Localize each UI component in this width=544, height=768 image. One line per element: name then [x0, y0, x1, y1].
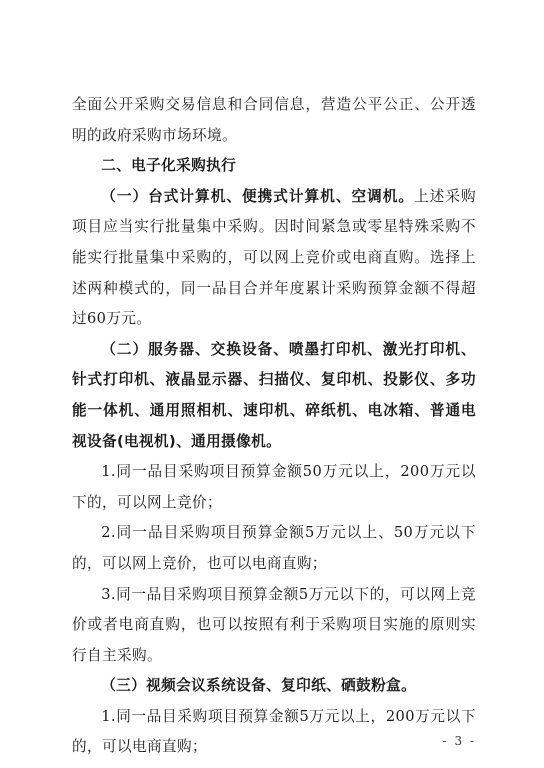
- subsection-heading-video-conference: （三）视频会议系统设备、复印纸、硒鼓粉盒。: [101, 677, 417, 695]
- subsection-heading-office-equipment: （二）服务器、交换设备、喷墨打印机、激光打印机、针式打印机、液晶显示器、扫描仪、复印机、投影仪、多功能一体机、通用照相机、速印机、碎纸机、电冰箱、普通电视设备(电视机)、通用摄像机。: [72, 340, 476, 450]
- list-item-rule-3: 3.同一品目采购项目预算金额5万元以下的，可以网上竞价或者电商直购，也可以按照有利于采购项目实施的原则实行自主采购。: [72, 585, 476, 664]
- paragraph-computers-aircon: [72, 182, 476, 335]
- paragraph-public-procurement: 全面公开采购交易信息和合同信息，营造公平公正、公开透明的政府采购市场环境。: [72, 96, 476, 144]
- list-item-rule-2: 2.同一品目采购项目预算金额5万元以上、50万元以下的，可以网上竞价，也可以电商直购；: [72, 524, 476, 572]
- section-heading-electronic-procurement: 二、电子化采购执行: [101, 157, 237, 175]
- list-item-video-rule-1: 1.同一品目采购项目预算金额5万元以上，200万元以下的，可以电商直购；: [72, 707, 476, 756]
- list-item-rule-1: 1.同一品目采购项目预算金额50万元以上，200万元以下的，可以网上竞价；: [72, 463, 476, 511]
- page-number: - 3 -: [442, 734, 476, 748]
- document-body: [72, 90, 476, 763]
- subsection-heading-computers: （一）台式计算机、便携式计算机、空调机。: [101, 187, 415, 205]
- paragraph-computers-body: 上述采购项目应当实行批量集中采购。因时间紧急或零星特殊采购不能实行批量集中采购的，可以网上竞价或电商直购。选择上述两种模式的，同一品目合并年度累计采购预算金额不得超过60万元。: [72, 187, 476, 328]
